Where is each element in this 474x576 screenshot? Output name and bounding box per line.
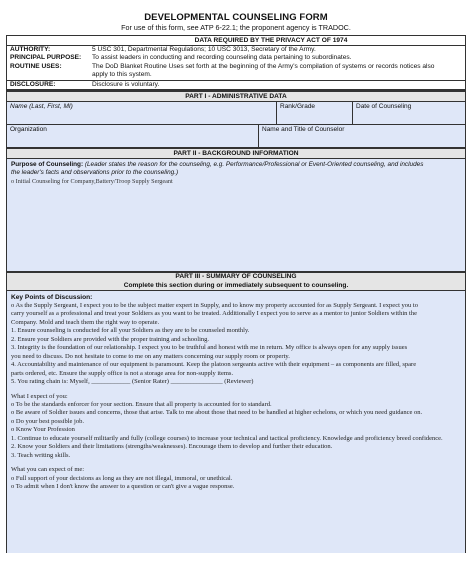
counseling-date-field[interactable] bbox=[353, 102, 465, 124]
summary-line: 2. Know your Soldiers and their limitations (strengths/weaknesses). Encourage them to develop and further their education. bbox=[11, 443, 333, 451]
background-information-field[interactable] bbox=[6, 159, 466, 271]
privacy-label: PRINCIPAL PURPOSE: bbox=[10, 54, 82, 62]
summary-line: o Be aware of Soldier issues and concerns, those that arise. Talk to me about those that need to be handled at higher echelons, or which you need guidance on. bbox=[11, 409, 423, 417]
privacy-label: ROUTINE USES: bbox=[10, 62, 62, 70]
privacy-row-routine-uses bbox=[7, 63, 465, 80]
administrative-data-grid bbox=[6, 102, 466, 148]
background-entry: o Initial Counseling for Company,Battery/Troop Supply Sergeant bbox=[11, 178, 173, 186]
summary-line: What I expect of you: bbox=[11, 392, 68, 400]
summary-line: 5. You rating chain is: Myself, ____________ (Senior Rater) ________________ (Reviewer) bbox=[11, 378, 254, 386]
counseling-date-label: Date of Counseling bbox=[356, 103, 412, 111]
counselor-field[interactable] bbox=[259, 125, 465, 147]
privacy-value: apply to this system. bbox=[92, 71, 152, 79]
purpose-hint: the leader's facts and observations prior to the counseling.) bbox=[11, 168, 179, 176]
summary-line: o Do your best possible job. bbox=[11, 417, 84, 425]
summary-line: o To be the standards enforcer for your section. Ensure that all property is accounted for to standard. bbox=[11, 401, 272, 409]
privacy-value: To assist leaders in conducting and recording counseling data pertaining to subordinates. bbox=[92, 54, 352, 62]
privacy-value: 5 USC 301, Departmental Regulations; 10 USC 3013, Secretary of the Army. bbox=[92, 46, 316, 53]
privacy-label: DISCLOSURE: bbox=[10, 80, 56, 88]
privacy-value: The DoD Blanket Routine Uses set forth at the beginning of the Army's compilation of systems or records notices also bbox=[92, 62, 435, 70]
privacy-value: Disclosure is voluntary. bbox=[92, 80, 160, 88]
summary-line: 1. Ensure counseling is conducted for all your Soldiers as they are to be counseled monthly. bbox=[11, 327, 250, 335]
part1-heading: PART I - ADMINISTRATIVE DATA bbox=[6, 90, 466, 102]
form-title: DEVELOPMENTAL COUNSELING FORM bbox=[144, 12, 328, 23]
part3-instruction: Complete this section during or immediately subsequent to counseling. bbox=[123, 281, 349, 289]
privacy-row-authority bbox=[7, 46, 465, 54]
summary-line: Company. Mold and teach them the right way to operate. bbox=[11, 318, 160, 326]
summary-line: 4. Accountability and maintenance of our equipment is paramount. Keep the platoon sergeants active with their equipment – as components are filled, spare bbox=[11, 361, 417, 369]
summary-line: you need to discuss. Do not hesitate to come to me on any matters concerning our supply room or property. bbox=[11, 352, 290, 360]
summary-line: What you can expect of me: bbox=[11, 466, 85, 474]
part3-title: PART III - SUMMARY OF COUNSELING bbox=[175, 273, 297, 281]
part2-heading: PART II - BACKGROUND INFORMATION bbox=[6, 148, 466, 159]
summary-line: 3. Integrity is the foundation of our relationship. I expect you to be truthful and honest with me in return. My office is always open for any supply issues bbox=[11, 344, 408, 352]
name-field[interactable] bbox=[7, 102, 277, 124]
organization-field[interactable] bbox=[7, 125, 259, 147]
summary-line: 3. Teach writing skills. bbox=[11, 451, 71, 459]
purpose-label: Purpose of Counseling: bbox=[11, 161, 84, 169]
privacy-row-disclosure bbox=[7, 80, 465, 89]
key-points-label: Key Points of Discussion: bbox=[11, 294, 93, 302]
privacy-act-section bbox=[6, 35, 466, 90]
privacy-act-heading: DATA REQUIRED BY THE PRIVACY ACT OF 1974 bbox=[7, 36, 465, 46]
summary-line: o To admit when I don't know the answer to a question or can't give a vague response. bbox=[11, 483, 235, 491]
summary-lines bbox=[11, 302, 461, 492]
name-field-label: Name (Last, First, MI) bbox=[10, 103, 73, 111]
rank-grade-label: Rank/Grade bbox=[280, 103, 316, 111]
summary-line: carry yourself as a professional and treat your Soldiers as you want to be treated. Additionally I expect you to serve as a mentor to junior Soldiers within the bbox=[11, 310, 417, 318]
summary-line: o As the Supply Sergeant, I expect you to be the subject matter expert in Supply, and to know my property accounted for as Supply Sergeant. I expect you to bbox=[11, 302, 418, 310]
rank-grade-field[interactable] bbox=[277, 102, 353, 124]
counselor-label: Name and Title of Counselor bbox=[262, 126, 345, 134]
form-subtitle: For use of this form, see ATP 6-22.1; the proponent agency is TRADOC. bbox=[121, 23, 351, 32]
summary-line: 2. Ensure your Soldiers are provided with the proper training and schooling. bbox=[11, 335, 210, 343]
privacy-label: AUTHORITY: bbox=[10, 46, 51, 53]
summary-of-counseling-field[interactable] bbox=[6, 291, 466, 553]
privacy-row-purpose bbox=[7, 54, 465, 62]
summary-line: o Know Your Profession bbox=[11, 426, 75, 434]
summary-line: o Full support of your decisions as long as they are not illegal, immoral, or unethical. bbox=[11, 474, 233, 482]
part3-heading bbox=[6, 271, 466, 291]
purpose-hint: (Leader states the reason for the counseling, e.g. Performance/Professional or Event-Oriented counseling, and includes bbox=[83, 161, 424, 169]
summary-line: 1. Continue to educate yourself militarily and fully (college courses) to increase your technical and tactical proficiency. Knowledge and proficiency breed confidence. bbox=[11, 434, 443, 442]
summary-line: parts ordered, etc. Ensure the supply office is not a storage area for non-supply items. bbox=[11, 369, 234, 377]
organization-label: Organization bbox=[10, 126, 47, 134]
